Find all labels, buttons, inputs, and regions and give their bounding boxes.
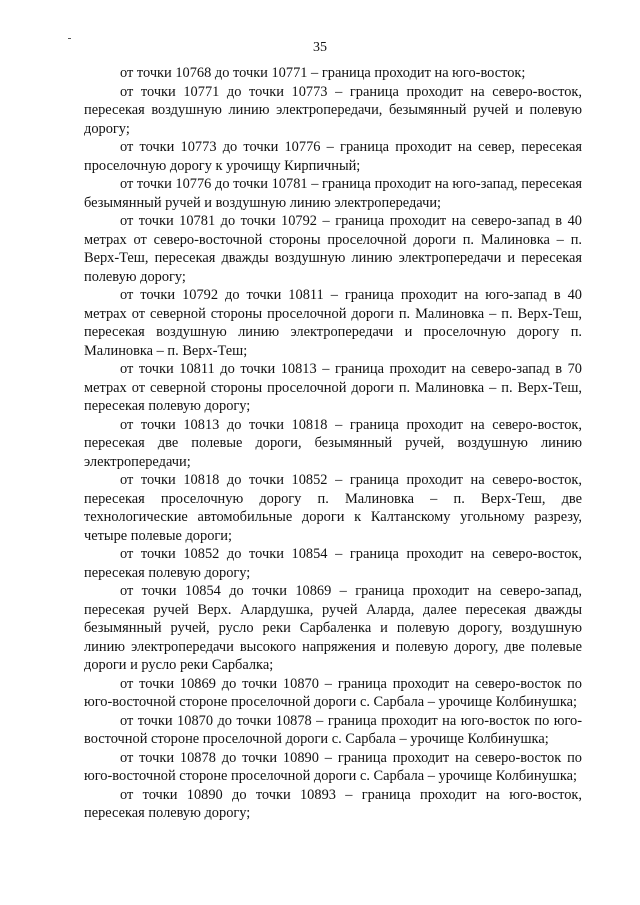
paragraph: от точки 10813 до точки 10818 – граница проходит на северо-восток, пересекая две полевые дороги, безымянный ручей, воздушную линию электропередачи; xyxy=(84,416,582,470)
document-body xyxy=(84,64,582,823)
paragraph: от точки 10870 до точки 10878 – граница проходит на юго-восток по юго-восточной стороне проселочной дороги с. Сарбала – урочище Колбинушка; xyxy=(84,712,582,747)
paragraph: от точки 10818 до точки 10852 – граница проходит на северо-восток, пересекая проселочную дорогу п. Малиновка – п. Верх-Теш, две технологические автомобильные дороги к Калтанскому угольному разрезу, четыре полевые дороги; xyxy=(84,472,582,544)
paragraph: от точки 10781 до точки 10792 – граница проходит на северо-запад в 40 метрах от северо-восточной стороны проселочной дороги п. Малиновка – п. Верх-Теш, пересекая дважды воздушную линию электропередачи и пересекая полевую дорогу; xyxy=(84,213,582,285)
paragraph: от точки 10776 до точки 10781 – граница проходит на юго-запад, пересекая безымянный ручей и воздушную линию электропередачи; xyxy=(84,176,582,211)
paragraph: от точки 10852 до точки 10854 – граница проходит на северо-восток, пересекая полевую дорогу; xyxy=(84,546,582,581)
paragraph: от точки 10890 до точки 10893 – граница проходит на юго-восток, пересекая полевую дорогу; xyxy=(84,786,582,821)
paragraph: от точки 10771 до точки 10773 – граница проходит на северо-восток, пересекая воздушную линию электропередачи, безымянный ручей и полевую дорогу; xyxy=(84,83,582,137)
paragraph: от точки 10792 до точки 10811 – граница проходит на юго-запад в 40 метрах от северной стороны проселочной дороги п. Малиновка – п. Верх-Теш, пересекая воздушную линию электропередачи и проселочную дорогу п. Малиновка – п. Верх-Теш; xyxy=(84,287,582,359)
paragraph: от точки 10811 до точки 10813 – граница проходит на северо-запад в 70 метрах от северной стороны проселочной дороги п. Малиновка – п. Верх-Теш, пересекая полевую дорогу; xyxy=(84,361,582,414)
paragraph: от точки 10878 до точки 10890 – граница проходит на северо-восток по юго-восточной стороне проселочной дороги с. Сарбала – урочище Колбинушка; xyxy=(84,749,582,784)
paragraph: от точки 10768 до точки 10771 – граница проходит на юго-восток; xyxy=(120,65,526,81)
page-number: 35 xyxy=(313,40,327,55)
paragraph: от точки 10854 до точки 10869 – граница проходит на северо-запад, пересекая ручей Верх. Алардушка, ручей Аларда, далее пересекая дважды безымянный ручей, русло реки Сарбаленка и полевую дорогу, воздушную линию электропередачи высокого напряжения и полевую дорогу, две полевые дороги и русло реки Сарбалка; xyxy=(84,583,582,673)
scan-mark xyxy=(68,38,71,39)
paragraph: от точки 10869 до точки 10870 – граница проходит на северо-восток по юго-восточной стороне проселочной дороги с. Сарбала – урочище Колбинушка; xyxy=(84,675,582,710)
paragraph: от точки 10773 до точки 10776 – граница проходит на север, пересекая проселочную дорогу к урочищу Кирпичный; xyxy=(84,139,582,174)
